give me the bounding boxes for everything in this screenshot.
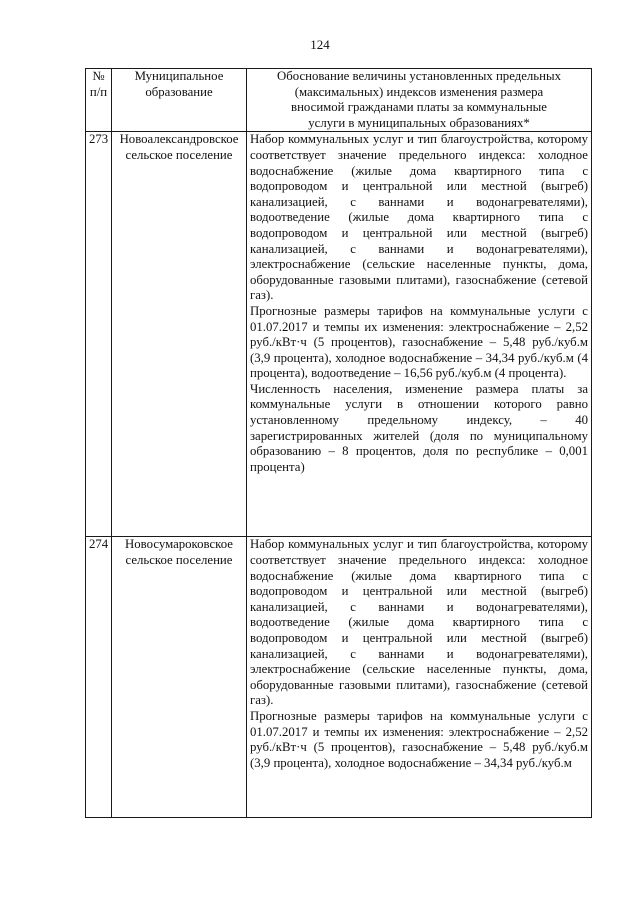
- row-justification: [247, 537, 592, 818]
- table-header-row: [86, 69, 592, 132]
- table-row: [86, 537, 592, 818]
- header-num-line-2: п/п: [89, 84, 108, 99]
- table-row: [86, 132, 592, 537]
- page-number: 124: [310, 37, 330, 52]
- municipality-line-1: Новосумароковское: [125, 537, 233, 552]
- row-number: 273: [86, 132, 112, 537]
- justification-paragraph: Набор коммунальных услуг и тип благоустройства, которому соответствует значение предельного индекса: холодное водоснабжение (жилые дома квартирного типа с водопроводом и центральной или местной (выгреб) канализацией, с ваннами и водонагревателями), водоотведение (жилые дома квартирного типа с водопроводом и центральной или местной (выгреб) канализацией, с ваннами и водонагревателями), электроснабжение (сельские населенные пункты, дома, оборудованные газовыми плитами), газоснабжение (сетевой газ).: [250, 132, 588, 303]
- header-justification-line-2: (максимальных) индексов изменения размера: [294, 84, 544, 99]
- header-justification-line-4: услуги в муниципальных образованиях*: [308, 115, 530, 130]
- row-justification: [247, 132, 592, 537]
- justification-paragraph: Набор коммунальных услуг и тип благоустройства, которому соответствует значение предельного индекса: холодное водоснабжение (жилые дома квартирного типа с водопроводом и центральной или местной (выгреб) канализацией, с ваннами и водонагревателями), водоотведение (жилые дома квартирного типа с водопроводом и центральной или местной (выгреб) канализацией, с ваннами и водонагревателями), электроснабжение (сельские населенные пункты, дома, оборудованные газовыми плитами), газоснабжение (сетевой газ).: [250, 537, 588, 708]
- justification-paragraph: Прогнозные размеры тарифов на коммунальные услуги с 01.07.2017 и темпы их изменения: электроснабжение – 2,52 руб./кВт·ч (5 процентов), газоснабжение – 5,48 руб./куб.м (3,9 процента), холодное водоснабжение – 34,34 руб./куб.м (4 процента), водоотведение – 16,56 руб./куб.м (4 процента).: [250, 303, 588, 381]
- row-municipality: [112, 537, 247, 818]
- justification-paragraph: Прогнозные размеры тарифов на коммунальные услуги с 01.07.2017 и темпы их изменения: электроснабжение – 2,52 руб./кВт·ч (5 процентов), газоснабжение – 5,48 руб./куб.м (3,9 процента), холодное водоснабжение – 34,34 руб./куб.м: [250, 708, 588, 770]
- header-municipality: [112, 69, 247, 132]
- header-num-line-1: №: [92, 69, 105, 83]
- indices-table: [85, 68, 592, 818]
- header-justification-line-3: вносимой гражданами платы за коммунальные: [291, 100, 547, 115]
- header-justification: [247, 69, 592, 132]
- row-number: 274: [86, 537, 112, 818]
- municipality-line-2: сельское поселение: [125, 552, 233, 567]
- justification-clip: [250, 537, 588, 817]
- justification-paragraph: Численность населения, изменение размера платы за коммунальные услуги в отношении которого равно установленному предельному индексу, – 40 зарегистрированных жителей (доля по муниципальному образованию – 8 процентов, доля по республике – 0,001 процента): [250, 381, 588, 474]
- row-municipality: [112, 132, 247, 537]
- municipality-line-2: сельское поселение: [125, 147, 233, 162]
- header-justification-line-1: Обоснование величины установленных предельных: [277, 69, 561, 83]
- header-municipality-line-1: Муниципальное: [134, 69, 224, 83]
- header-num: [86, 69, 112, 132]
- header-municipality-line-2: образование: [145, 84, 213, 99]
- municipality-line-1: Новоалександровское: [119, 132, 239, 147]
